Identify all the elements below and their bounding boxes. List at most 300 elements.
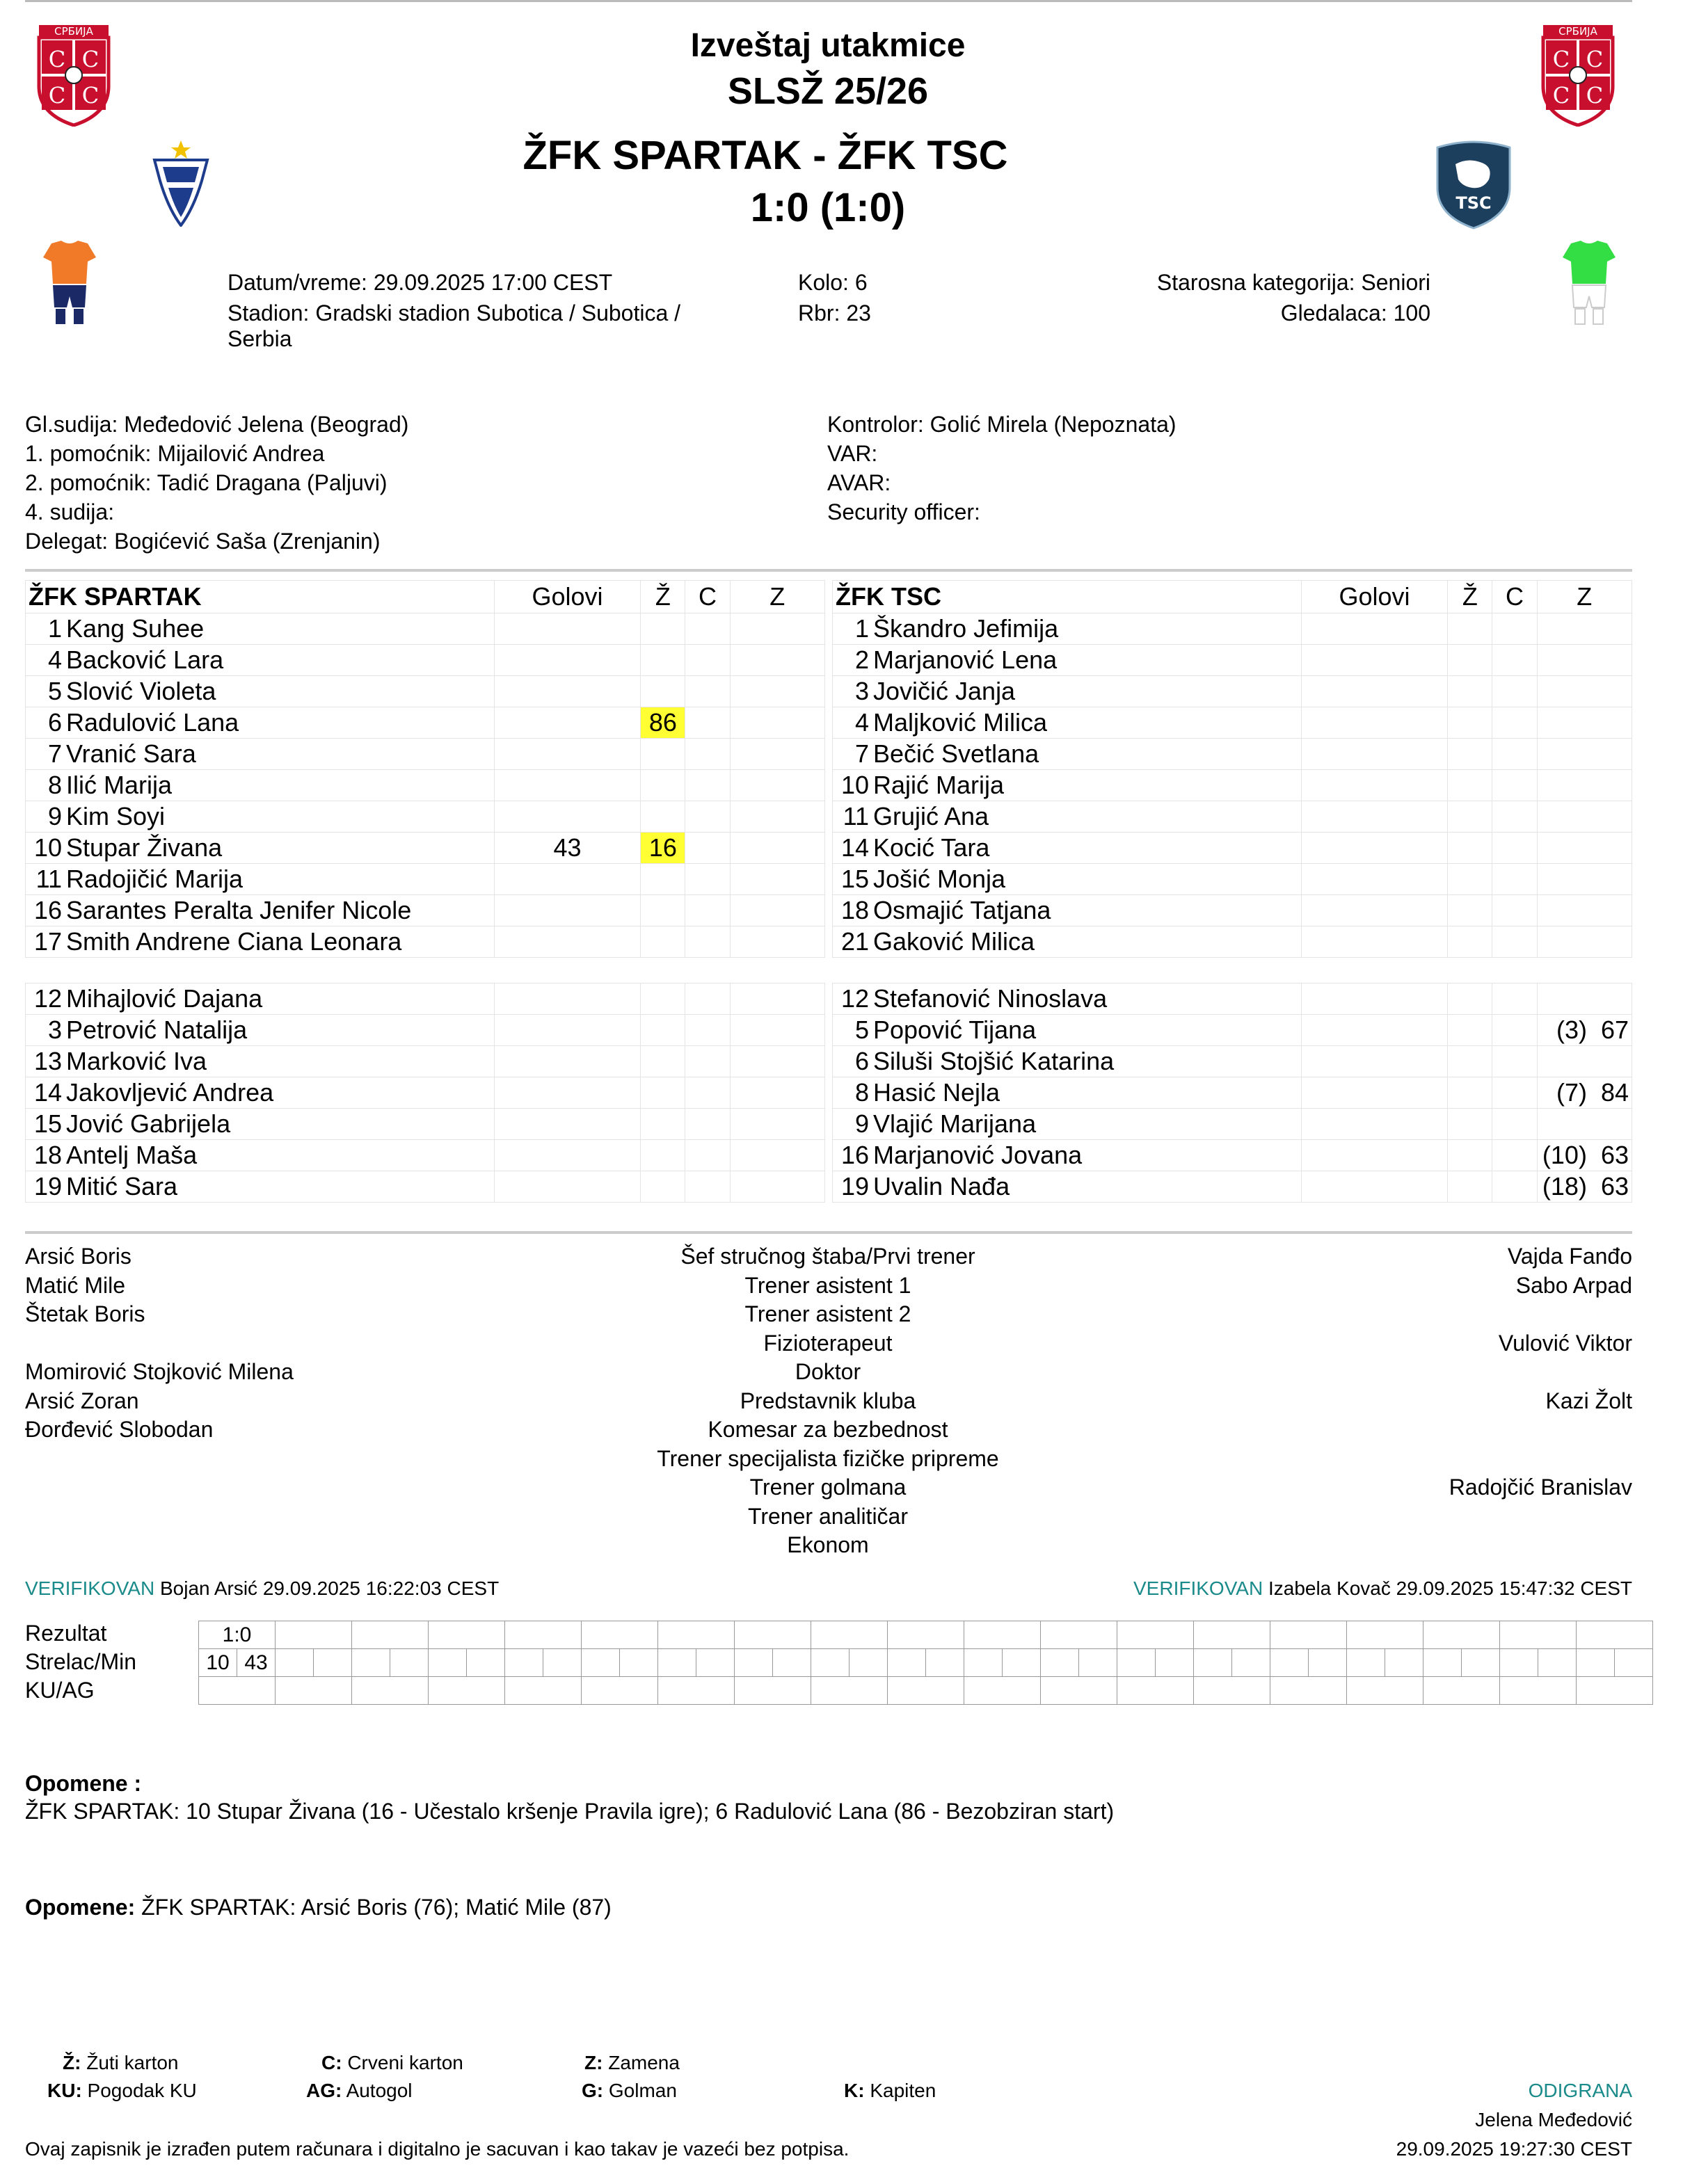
yellow-card-cell [641, 926, 685, 958]
cautions-title: Opomene : [25, 1771, 142, 1796]
svg-text:С: С [81, 46, 99, 72]
scorer-cell [1079, 1649, 1117, 1677]
player-name: Kocić Tara [873, 833, 990, 862]
player-row [26, 864, 825, 895]
player-number: 7 [854, 739, 869, 768]
scorer-cell [1003, 1649, 1041, 1677]
staff-line: Predstavnik kluba [740, 1388, 916, 1413]
player-row [26, 1077, 825, 1109]
player-name-cell [833, 613, 1302, 645]
substitution-cell [1537, 833, 1632, 864]
scoreboard-row [199, 1621, 1653, 1649]
away-kit-icon [1561, 241, 1617, 328]
yellow-card-cell: 86 [641, 707, 685, 739]
staff-line [25, 1473, 294, 1502]
red-card-cell [1492, 926, 1537, 958]
ku-ag-cell [352, 1677, 429, 1705]
player-row [833, 739, 1632, 770]
player-name: Petrović Natalija [66, 1015, 248, 1044]
svg-text:С: С [48, 82, 66, 109]
result-cell [1041, 1621, 1117, 1649]
player-name-cell [26, 1140, 495, 1171]
substitution-cell [1537, 864, 1632, 895]
scorer-cell [773, 1649, 811, 1677]
staff-line: Trener asistent 1 [744, 1272, 911, 1298]
footer-note: Ovaj zapisnik je izrađen putem računara i digitalno je sacuvan i kao takav je vazeći bez potpisa. [25, 2138, 850, 2160]
player-number: 14 [840, 833, 869, 862]
staff-line [25, 1531, 294, 1560]
player-name-cell [26, 1109, 495, 1140]
scorer-cell [505, 1649, 543, 1677]
player-number: 11 [35, 865, 62, 893]
player-name: Grujić Ana [873, 802, 989, 830]
player-name-cell [833, 707, 1302, 739]
player-name: Smith Andrene Ciana Leonara [66, 927, 402, 956]
player-name-cell [833, 770, 1302, 801]
substitution-cell [730, 676, 824, 707]
home-roster: ŽFK SPARTAK Golovi Ž C Z 1 Kang Suhee 4 Backović Lara 5 Slović Violeta 6 Radulović Lana 86 7 Vranić Sara 8 Ilić Marija 9 Kim Soyi 10 Stupar Živana 43 16 11 Radojičić Marija 16 Sarantes Peralta Jenifer Nicole 17 Smith Andrene Ciana Leonara 12 Mihajlović Dajana 3 Petrović Natalija 13 Marković Iva 14 Jakovljević Andrea 15 Jović Gabrijela 18 Antelj Maša 19 Mitić Sara [25, 580, 825, 1203]
player-name-cell [833, 864, 1302, 895]
staff-line [1449, 1445, 1632, 1474]
player-row [833, 1171, 1632, 1203]
player-row [833, 1046, 1632, 1077]
result-cell: 1:0 [199, 1621, 276, 1649]
scorer-cell [888, 1649, 926, 1677]
player-name-cell [26, 1015, 495, 1046]
yellow-card-cell [1448, 1140, 1492, 1171]
substitution-cell [1537, 770, 1632, 801]
substitution-cell [1537, 983, 1632, 1015]
player-name-cell [26, 707, 495, 739]
ku-ag-cell [1577, 1677, 1653, 1705]
signed-at: 29.09.2025 19:27:30 CEST [1396, 2138, 1632, 2160]
yellow-card-cell [1448, 1109, 1492, 1140]
player-name-cell [26, 645, 495, 676]
ku-ag-cell [964, 1677, 1041, 1705]
player-name-cell [26, 739, 495, 770]
scorer-cell [658, 1649, 696, 1677]
attendance: Gledalaca: 100 [1280, 300, 1430, 326]
goals-cell [494, 1140, 641, 1171]
player-number: 12 [33, 984, 62, 1013]
scorer-cell [276, 1649, 314, 1677]
staff-line [25, 1445, 294, 1474]
player-number: 4 [47, 645, 62, 674]
goals-cell [1301, 1015, 1448, 1046]
svg-text:С: С [81, 82, 99, 109]
substitution-cell: (18) 63 [1537, 1171, 1632, 1203]
player-name: Maljković Milica [873, 708, 1048, 737]
staff-line: Trener golmana [749, 1475, 907, 1500]
player-name-cell [26, 1077, 495, 1109]
referee: Gl.sudija: Međedović Jelena (Beograd) [25, 412, 409, 437]
scorer-cell [314, 1649, 352, 1677]
staff-line: Doktor [795, 1359, 861, 1384]
goals-cell [1301, 926, 1448, 958]
ku-ag-cell [276, 1677, 352, 1705]
scorer-cell [352, 1649, 390, 1677]
legend-red: C: Crveni karton [321, 2052, 463, 2073]
goals-cell [1301, 770, 1448, 801]
result-label: Rezultat [25, 1621, 107, 1646]
red-card-cell [685, 1046, 730, 1077]
ku-ag-cell [582, 1677, 658, 1705]
player-number: 4 [854, 708, 869, 737]
top-rule [25, 0, 1632, 2]
substitution-cell [1537, 613, 1632, 645]
player-name-cell [26, 864, 495, 895]
player-name: Radulović Lana [66, 708, 239, 737]
yellow-card-cell [641, 895, 685, 926]
staff-line: Štetak Boris [25, 1301, 145, 1326]
player-number: 13 [33, 1047, 62, 1075]
substitution-cell [1537, 707, 1632, 739]
red-card-cell [685, 1077, 730, 1109]
player-number: 8 [47, 771, 62, 799]
player-name: Siluši Stojšić Katarina [873, 1047, 1115, 1075]
player-name: Marković Iva [66, 1047, 207, 1075]
player-name-cell [26, 1171, 495, 1203]
staff-line: Arsić Zoran [25, 1388, 139, 1413]
player-number: 3 [854, 677, 869, 705]
staff-line: Matić Mile [25, 1272, 126, 1298]
ku-ag-cell [1500, 1677, 1577, 1705]
red-card-cell [1492, 983, 1537, 1015]
player-name-cell [833, 645, 1302, 676]
result-cell [964, 1621, 1041, 1649]
substitution-cell [730, 801, 824, 833]
scorer-cell [1423, 1649, 1462, 1677]
svg-text:С: С [1552, 46, 1570, 72]
goals-cell [494, 707, 641, 739]
yellow-card-cell [641, 1077, 685, 1109]
home-verification: VERIFIKOVAN Bojan Arsić 29.09.2025 16:22:03 CEST [25, 1577, 500, 1599]
goals-cell [494, 1171, 641, 1203]
player-name-cell [26, 833, 495, 864]
player-row [833, 864, 1632, 895]
result-cell [1423, 1621, 1500, 1649]
red-card-cell [685, 739, 730, 770]
goals-cell [1301, 645, 1448, 676]
scorer-cell: 43 [237, 1649, 276, 1677]
player-name: Radojičić Marija [66, 865, 244, 893]
result-cell [1347, 1621, 1423, 1649]
goals-cell [1301, 1109, 1448, 1140]
result-cell [352, 1621, 429, 1649]
staff-line: Fizioterapeut [763, 1330, 893, 1356]
scorer-cell [1117, 1649, 1156, 1677]
substitution-cell [730, 1015, 824, 1046]
scorer-cell [735, 1649, 773, 1677]
yellow-card-cell [1448, 1171, 1492, 1203]
player-name: Hasić Nejla [873, 1078, 1000, 1107]
svg-text:СРБИЈА: СРБИЈА [1558, 25, 1597, 38]
substitution-cell [730, 1109, 824, 1140]
yellow-card-cell [1448, 645, 1492, 676]
scorer-cell [1347, 1649, 1385, 1677]
scoreboard-grid [198, 1621, 1653, 1705]
ku-ag-cell [199, 1677, 276, 1705]
goals-cell [1301, 864, 1448, 895]
player-name: Škandro Jefimija [873, 614, 1059, 643]
yellow-card-cell [1448, 801, 1492, 833]
result-cell [1500, 1621, 1577, 1649]
legend-goalkeeper: G: Golman [582, 2080, 677, 2101]
player-row [833, 770, 1632, 801]
player-row [833, 983, 1632, 1015]
legend-yellow: Ž: Žuti karton [63, 2052, 179, 2073]
player-row [833, 1140, 1632, 1171]
result-cell [429, 1621, 505, 1649]
goals-cell [494, 864, 641, 895]
goals-cell [494, 1077, 641, 1109]
yellow-card-cell [1448, 1015, 1492, 1046]
scorer-cell [429, 1649, 467, 1677]
yellow-card-cell [1448, 707, 1492, 739]
player-number: 17 [33, 927, 62, 956]
player-name-cell [833, 1109, 1302, 1140]
goals-cell [494, 895, 641, 926]
yellow-card-cell [641, 1140, 685, 1171]
player-number: 15 [33, 1109, 62, 1138]
player-row [26, 895, 825, 926]
goals-cell [1301, 1077, 1448, 1109]
player-row [833, 707, 1632, 739]
substitution-cell [730, 707, 824, 739]
yellow-card-cell [641, 739, 685, 770]
goals-cell [1301, 983, 1448, 1015]
yellow-card-cell [641, 983, 685, 1015]
scorer-cell [964, 1649, 1003, 1677]
substitution-cell: (7) 84 [1537, 1077, 1632, 1109]
player-number: 16 [840, 1141, 869, 1169]
yellow-card-cell [1448, 739, 1492, 770]
player-number: 15 [840, 865, 869, 893]
red-card-cell [1492, 1140, 1537, 1171]
svg-text:С: С [1586, 46, 1604, 72]
player-name: Jošić Monja [873, 865, 1006, 893]
player-row [833, 801, 1632, 833]
substitution-cell [1537, 895, 1632, 926]
red-card-cell [1492, 770, 1537, 801]
yellow-card-cell [1448, 864, 1492, 895]
player-name-cell [833, 1171, 1302, 1203]
player-name: Mihajlović Dajana [66, 984, 263, 1013]
player-name-cell [833, 801, 1302, 833]
player-name: Vranić Sara [66, 739, 196, 768]
substitution-cell [1537, 739, 1632, 770]
yellow-card-cell [641, 1109, 685, 1140]
result-cell [276, 1621, 352, 1649]
red-card-cell [685, 864, 730, 895]
result-cell [1577, 1621, 1653, 1649]
substitution-cell [1537, 645, 1632, 676]
result-cell [505, 1621, 582, 1649]
player-name: Jovičić Janja [873, 677, 1016, 705]
player-number: 9 [854, 1109, 869, 1138]
ku-ag-cell [811, 1677, 888, 1705]
yellow-card-cell [1448, 983, 1492, 1015]
stadium: Stadion: Gradski stadion Subotica / Subotica / Serbia [228, 300, 681, 351]
scorer-cell [390, 1649, 429, 1677]
scorer-cell [1577, 1649, 1615, 1677]
player-name-cell [26, 613, 495, 645]
yellow-card-cell [641, 1171, 685, 1203]
player-row [26, 926, 825, 958]
result-cell [658, 1621, 735, 1649]
staff-line [1449, 1415, 1632, 1445]
red-card-cell [1492, 864, 1537, 895]
red-card-cell [1492, 1015, 1537, 1046]
delegate: Delegat: Bogićević Saša (Zrenjanin) [25, 529, 381, 554]
legend-ku: KU: Pogodak KU [47, 2080, 197, 2101]
result-cell [1270, 1621, 1347, 1649]
staff-line [25, 1502, 294, 1532]
player-name: Marjanović Lena [873, 645, 1058, 674]
substitution-cell [730, 833, 824, 864]
ku-ag-cell [429, 1677, 505, 1705]
goals-cell [1301, 833, 1448, 864]
result-cell [582, 1621, 658, 1649]
scorer-cell [543, 1649, 582, 1677]
goals-cell [1301, 1046, 1448, 1077]
player-name-cell [26, 1046, 495, 1077]
ku-ag-cell [1117, 1677, 1194, 1705]
match-title: ŽFK SPARTAK - ŽFK TSC [523, 133, 1008, 178]
player-name: Kang Suhee [66, 614, 205, 643]
scorer-cell [582, 1649, 620, 1677]
red-card-cell [1492, 895, 1537, 926]
red-card-cell [685, 1171, 730, 1203]
yellow-card-cell [641, 613, 685, 645]
red-card-cell [1492, 1109, 1537, 1140]
staff-line [1449, 1358, 1632, 1387]
ku-ag-cell [735, 1677, 811, 1705]
goals-cell [494, 676, 641, 707]
red-card-cell [685, 1140, 730, 1171]
player-name-cell [833, 739, 1302, 770]
player-row [833, 1015, 1632, 1046]
home-kit-icon [42, 241, 97, 328]
avar: AVAR: [827, 470, 891, 495]
controller: Kontrolor: Golić Mirela (Nepoznata) [827, 412, 1176, 437]
signer: Jelena Međedović [1475, 2109, 1632, 2130]
var: VAR: [827, 441, 878, 466]
substitution-cell: (10) 63 [1537, 1140, 1632, 1171]
player-number: 6 [47, 708, 62, 737]
player-number: 7 [47, 739, 62, 768]
yellow-card-cell [641, 770, 685, 801]
report-title: Izveštaj utakmice [690, 27, 966, 64]
player-row [26, 1140, 825, 1171]
red-card-cell [1492, 676, 1537, 707]
substitution-cell [1537, 1046, 1632, 1077]
result-cell [1194, 1621, 1270, 1649]
player-name: Kim Soyi [66, 802, 166, 830]
staff-line: Ekonom [787, 1532, 869, 1557]
player-row [26, 1109, 825, 1140]
official-cautions: Opomene: ŽFK SPARTAK: Arsić Boris (76); Matić Mile (87) [25, 1895, 612, 1920]
result-cell [1117, 1621, 1194, 1649]
player-name: Stupar Živana [66, 833, 223, 862]
staff-line: Momirović Stojković Milena [25, 1359, 294, 1384]
legend-ag: AG: Autogol [306, 2080, 413, 2101]
player-number: 8 [854, 1078, 869, 1107]
officials-right [827, 410, 1176, 527]
red-card-cell [1492, 645, 1537, 676]
yellow-card-cell [641, 801, 685, 833]
player-name: Popović Tijana [873, 1015, 1037, 1044]
svg-text:С: С [48, 46, 66, 72]
result-cell [811, 1621, 888, 1649]
player-number: 5 [854, 1015, 869, 1044]
scorer-cell [1270, 1649, 1309, 1677]
red-card-cell [685, 983, 730, 1015]
goals-cell [494, 801, 641, 833]
player-name: Jović Gabrijela [66, 1109, 231, 1138]
substitution-cell [1537, 676, 1632, 707]
player-row [26, 801, 825, 833]
player-name-cell [833, 983, 1302, 1015]
red-card-cell [1492, 833, 1537, 864]
assistant-2: 2. pomoćnik: Tadić Dragana (Paljuvi) [25, 470, 388, 495]
red-card-cell [1492, 613, 1537, 645]
player-number: 5 [47, 677, 62, 705]
yellow-card-cell [641, 1046, 685, 1077]
substitution-cell [1537, 926, 1632, 958]
goals-cell [494, 739, 641, 770]
player-name: Slović Violeta [66, 677, 216, 705]
scorer-cell [1615, 1649, 1653, 1677]
goals-cell [494, 1015, 641, 1046]
ku-ag-cell [1347, 1677, 1423, 1705]
red-card-cell [685, 926, 730, 958]
player-row [833, 926, 1632, 958]
result-cell [888, 1621, 964, 1649]
red-card-cell [685, 676, 730, 707]
scorer-cell [1500, 1649, 1538, 1677]
assistant-1: 1. pomoćnik: Mijailović Andrea [25, 441, 325, 466]
player-name: Rajić Marija [873, 771, 1005, 799]
player-number: 10 [33, 833, 62, 862]
yellow-card-cell [1448, 1077, 1492, 1109]
player-name-cell [833, 1140, 1302, 1171]
ku-ag-cell [505, 1677, 582, 1705]
player-name: Marjanović Jovana [873, 1141, 1083, 1169]
red-card-cell [1492, 1046, 1537, 1077]
security-officer: Security officer: [827, 499, 980, 524]
player-name-cell [26, 983, 495, 1015]
player-number: 1 [47, 614, 62, 643]
substitution-cell [730, 1046, 824, 1077]
player-name-cell [833, 895, 1302, 926]
match-number: Rbr: 23 [798, 300, 871, 326]
player-name-cell [833, 833, 1302, 864]
scorer-cell [1232, 1649, 1270, 1677]
round: Kolo: 6 [798, 270, 868, 295]
ku-ag-cell [1270, 1677, 1347, 1705]
player-row [26, 676, 825, 707]
yellow-card-cell [641, 645, 685, 676]
player-name: Jakovljević Andrea [66, 1078, 274, 1107]
ku-ag-cell [888, 1677, 964, 1705]
staff-line: Šef stručnog štaba/Prvi trener [680, 1244, 975, 1269]
substitution-cell [730, 1171, 824, 1203]
player-row [833, 1077, 1632, 1109]
scorer-cell [620, 1649, 658, 1677]
red-card-cell [1492, 1171, 1537, 1203]
staff-line [25, 1329, 294, 1358]
